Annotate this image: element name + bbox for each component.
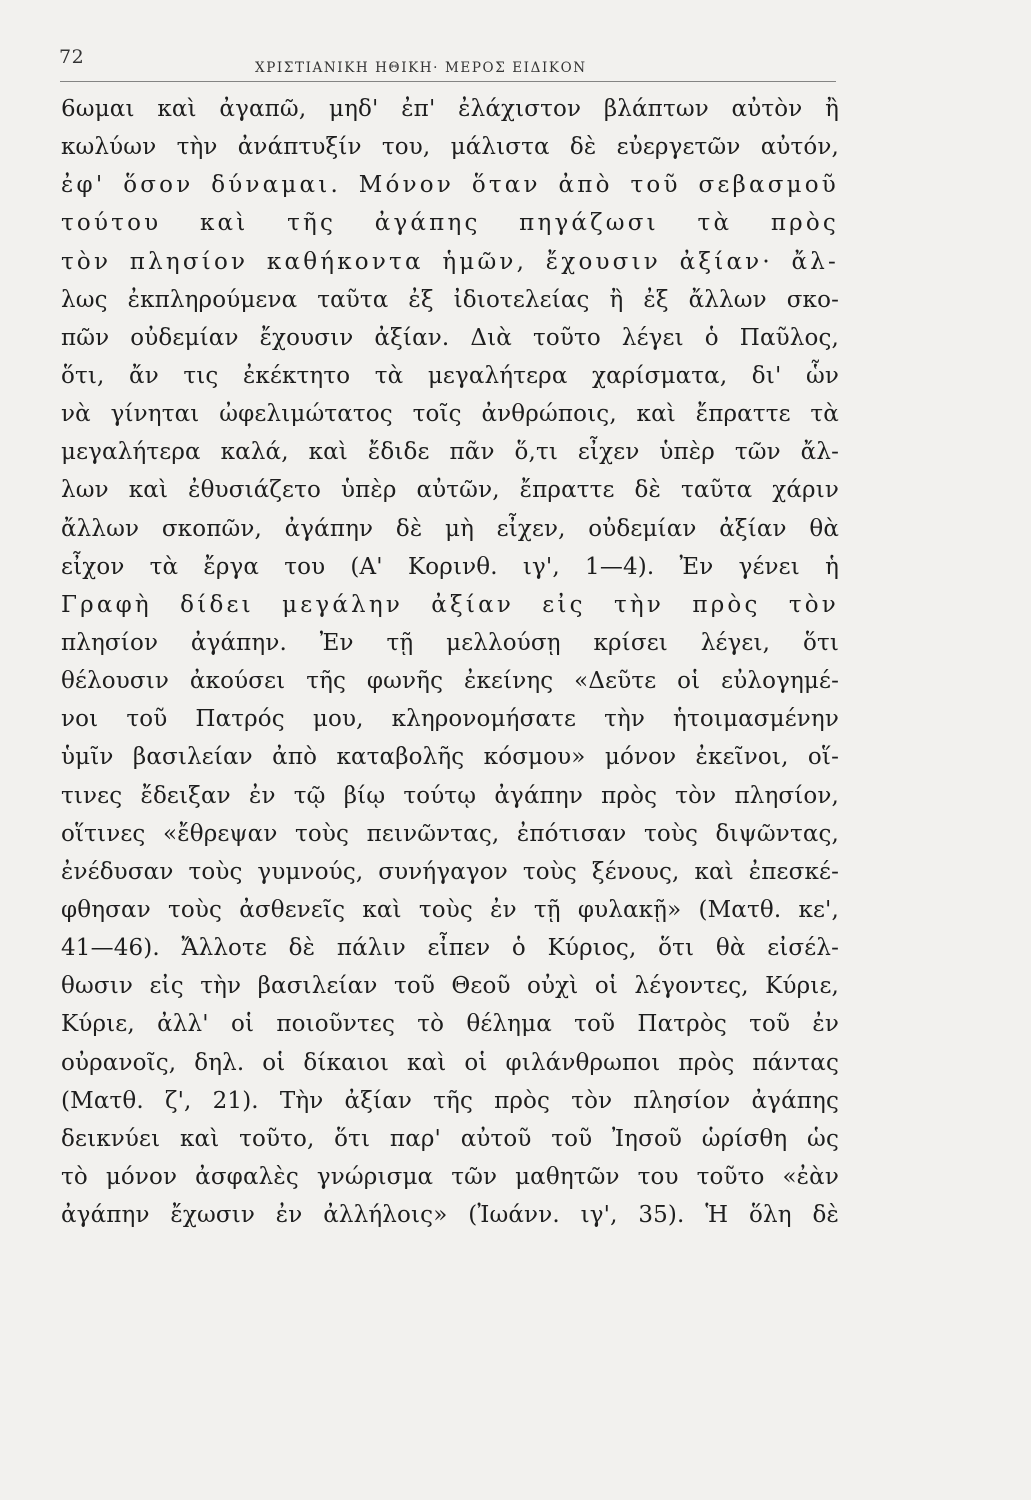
- text-line: τὸ μόνον ἀσφαλὲς γνώρισμα τῶν μαθητῶν του τοῦτο «ἐὰν: [61, 1163, 839, 1190]
- text-line: νοι τοῦ Πατρός μου, κληρονομήσατε τὴν ἡτοιμασμένην: [61, 706, 839, 733]
- text-line: ἄλλων σκοπῶν, ἀγάπην δὲ μὴ εἶχεν, οὐδεμίαν ἀξίαν θὰ: [61, 515, 839, 542]
- text-line: θωσιν εἰς τὴν βασιλείαν τοῦ Θεοῦ οὐχὶ οἱ λέγοντες, Κύριε,: [61, 973, 839, 1000]
- text-line: κωλύων τὴν ἀνάπτυξίν του, μάλιστα δὲ εὐεργετῶν αὐτόν,: [61, 134, 839, 161]
- text-line: ἐνέδυσαν τοὺς γυμνούς, συνήγαγον τοὺς ξένους, καὶ ἐπεσκέ-: [61, 858, 839, 885]
- text-line: τινες ἔδειξαν ἐν τῷ βίῳ τούτῳ ἀγάπην πρὸς τὸν πλησίον,: [61, 782, 839, 809]
- text-line: λως ἐκπληρούμενα ταῦτα ἐξ ἰδιοτελείας ἢ ἐξ ἄλλων σκο-: [61, 286, 839, 313]
- text-line: πῶν οὐδεμίαν ἔχουσιν ἀξίαν. Διὰ τοῦτο λέγει ὁ Παῦλος,: [61, 324, 839, 351]
- text-line: ὅτι, ἄν τις ἐκέκτητο τὰ μεγαλήτερα χαρίσματα, δι' ὧν: [61, 362, 839, 389]
- text-line: τούτου καὶ τῆς ἀγάπης πηγάζωσι τὰ πρὸς: [61, 210, 839, 237]
- text-line: (Ματθ. ζ', 21). Τὴν ἀξίαν τῆς πρὸς τὸν πλησίον ἀγάπης: [61, 1087, 839, 1114]
- text-line: ἐφ' ὅσον δύναμαι. Μόνον ὅταν ἀπὸ τοῦ σεβασμοῦ: [61, 172, 839, 199]
- text-line: πλησίον ἀγάπην. Ἐν τῇ μελλούσῃ κρίσει λέγει, ὅτι: [61, 629, 839, 656]
- text-line: μεγαλήτερα καλά, καὶ ἔδιδε πᾶν ὅ,τι εἶχεν ὑπὲρ τῶν ἄλ-: [61, 439, 839, 466]
- text-line: 6ωμαι καὶ ἀγαπῶ, μηδ' ἐπ' ἐλάχιστον βλάπτων αὐτὸν ἢ: [61, 96, 839, 122]
- text-line: λων καὶ ἐθυσιάζετο ὑπὲρ αὐτῶν, ἔπραττε δὲ ταῦτα χάριν: [61, 477, 839, 504]
- text-line: τὸν πλησίον καθήκοντα ἡμῶν, ἔχουσιν ἀξίαν· ἄλ-: [61, 248, 839, 275]
- text-line: θέλουσιν ἀκούσει τῆς φωνῆς ἐκείνης «Δεῦτε οἱ εὐλογημέ-: [61, 668, 839, 695]
- text-line: ἀγάπην ἔχωσιν ἐν ἀλλήλοις» (Ἰωάνν. ιγ', 35). Ἡ ὅλη δὲ: [61, 1202, 839, 1229]
- text-line: Γραφὴ δίδει μεγάλην ἀξίαν εἰς τὴν πρὸς τὸν: [61, 591, 839, 618]
- text-line: ὑμῖν βασιλείαν ἀπὸ καταβολῆς κόσμου» μόνον ἐκεῖνοι, οἵ-: [61, 744, 839, 771]
- text-line: φθησαν τοὺς ἀσθενεῖς καὶ τοὺς ἐν τῇ φυλακῇ» (Ματθ. κε',: [61, 896, 839, 923]
- text-line: δεικνύει καὶ τοῦτο, ὅτι παρ' αὐτοῦ τοῦ Ἰησοῦ ὡρίσθη ὡς: [61, 1125, 839, 1152]
- text-line: νὰ γίνηται ὠφελιμώτατος τοῖς ἀνθρώποις, καὶ ἔπραττε τὰ: [61, 401, 839, 428]
- text-line: εἶχον τὰ ἔργα του (Α' Κορινθ. ιγ', 1—4). Ἐν γένει ἡ: [61, 553, 839, 580]
- text-line: οὐρανοῖς, δηλ. οἱ δίκαιοι καὶ οἱ φιλάνθρωποι πρὸς πάντας: [61, 1049, 839, 1076]
- text-line: 41—46). Ἄλλοτε δὲ πάλιν εἶπεν ὁ Κύριος, ὅτι θὰ εἰσέλ-: [61, 935, 839, 962]
- running-head: ΧΡΙΣΤΙΑΝΙΚΗ ΗΘΙΚΗ· ΜΕΡΟΣ ΕΙΔΙΚΟΝ: [255, 60, 587, 76]
- page-number: 72: [59, 46, 85, 68]
- text-line: οἵτινες «ἔθρεψαν τοὺς πεινῶντας, ἐπότισαν τοὺς διψῶντας,: [61, 820, 839, 847]
- body-text: [61, 90, 839, 1234]
- header-rule: [60, 81, 836, 82]
- text-line: Κύριε, ἀλλ' οἱ ποιοῦντες τὸ θέλημα τοῦ Πατρὸς τοῦ ἐν: [61, 1011, 839, 1038]
